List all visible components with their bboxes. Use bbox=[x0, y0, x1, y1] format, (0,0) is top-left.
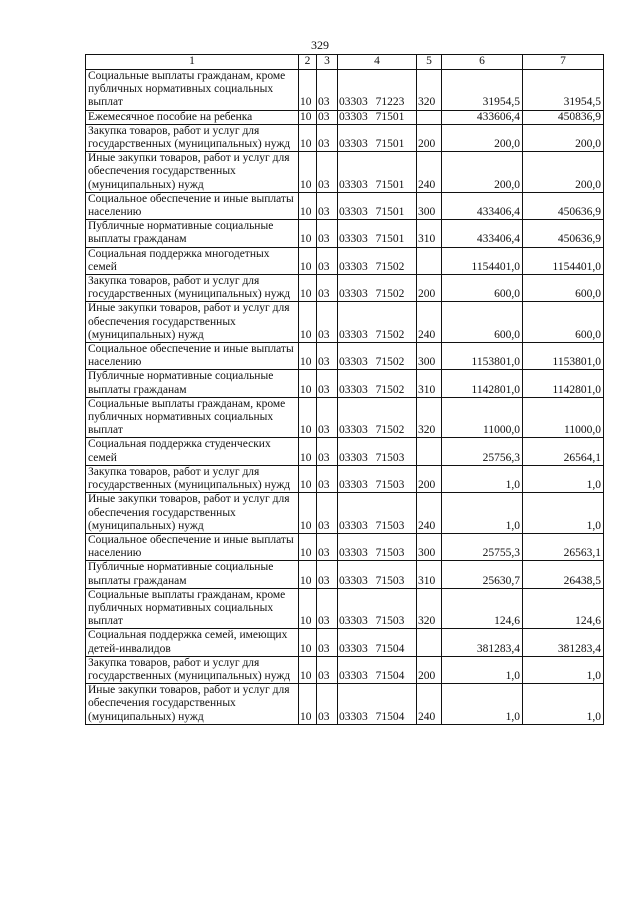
row-section: 10 bbox=[299, 493, 317, 534]
row-description: Социальная поддержка студенческих семей bbox=[86, 438, 299, 465]
row-subsection: 03 bbox=[317, 397, 338, 438]
row-section: 10 bbox=[299, 124, 317, 151]
row-description: Публичные нормативные социальные выплаты гражданам bbox=[86, 220, 299, 247]
row-amount-year1: 1,0 bbox=[442, 656, 523, 683]
column-header: 6 bbox=[442, 55, 523, 70]
row-target-article: 03303 71502 bbox=[338, 275, 417, 302]
row-subsection: 03 bbox=[317, 247, 338, 274]
table-row bbox=[86, 192, 604, 219]
row-amount-year1: 433406,4 bbox=[442, 192, 523, 219]
column-header: 2 bbox=[299, 55, 317, 70]
table-row bbox=[86, 110, 604, 124]
row-section: 10 bbox=[299, 220, 317, 247]
row-description: Иные закупки товаров, работ и услуг для обеспечения государственных (муниципальных) нужд bbox=[86, 493, 299, 534]
row-target-article: 03303 71502 bbox=[338, 343, 417, 370]
row-description: Социальное обеспечение и иные выплаты населению bbox=[86, 533, 299, 560]
row-subsection: 03 bbox=[317, 656, 338, 683]
row-amount-year1: 25630,7 bbox=[442, 561, 523, 588]
row-amount-year2: 450636,9 bbox=[523, 220, 604, 247]
row-subsection: 03 bbox=[317, 588, 338, 629]
row-section: 10 bbox=[299, 343, 317, 370]
row-amount-year1: 124,6 bbox=[442, 588, 523, 629]
row-amount-year1: 600,0 bbox=[442, 302, 523, 343]
row-subsection: 03 bbox=[317, 152, 338, 193]
row-amount-year2: 1142801,0 bbox=[523, 370, 604, 397]
row-target-article: 03303 71502 bbox=[338, 247, 417, 274]
row-amount-year2: 1,0 bbox=[523, 465, 604, 492]
row-amount-year2: 26438,5 bbox=[523, 561, 604, 588]
row-subsection: 03 bbox=[317, 343, 338, 370]
row-description: Иные закупки товаров, работ и услуг для обеспечения государственных (муниципальных) нужд bbox=[86, 302, 299, 343]
row-section: 10 bbox=[299, 561, 317, 588]
table-row bbox=[86, 370, 604, 397]
row-expense-type: 240 bbox=[417, 684, 442, 725]
row-amount-year2: 31954,5 bbox=[523, 70, 604, 111]
row-amount-year1: 1154401,0 bbox=[442, 247, 523, 274]
table-row bbox=[86, 438, 604, 465]
row-amount-year1: 1,0 bbox=[442, 465, 523, 492]
row-amount-year2: 1,0 bbox=[523, 684, 604, 725]
row-section: 10 bbox=[299, 656, 317, 683]
row-amount-year1: 25756,3 bbox=[442, 438, 523, 465]
row-amount-year1: 1153801,0 bbox=[442, 343, 523, 370]
row-description: Социальная поддержка семей, имеющих детей-инвалидов bbox=[86, 629, 299, 656]
row-subsection: 03 bbox=[317, 533, 338, 560]
row-expense-type bbox=[417, 629, 442, 656]
row-expense-type: 300 bbox=[417, 533, 442, 560]
row-amount-year1: 25755,3 bbox=[442, 533, 523, 560]
table-row bbox=[86, 533, 604, 560]
budget-table bbox=[85, 54, 604, 725]
row-amount-year2: 26564,1 bbox=[523, 438, 604, 465]
table-row bbox=[86, 343, 604, 370]
row-expense-type: 200 bbox=[417, 275, 442, 302]
row-expense-type: 310 bbox=[417, 561, 442, 588]
row-target-article: 03303 71501 bbox=[338, 152, 417, 193]
row-section: 10 bbox=[299, 247, 317, 274]
row-amount-year2: 124,6 bbox=[523, 588, 604, 629]
row-amount-year1: 200,0 bbox=[442, 124, 523, 151]
row-expense-type bbox=[417, 247, 442, 274]
row-target-article: 03303 71501 bbox=[338, 192, 417, 219]
table-row bbox=[86, 656, 604, 683]
row-expense-type: 200 bbox=[417, 124, 442, 151]
row-expense-type: 320 bbox=[417, 70, 442, 111]
row-amount-year2: 450836,9 bbox=[523, 110, 604, 124]
row-expense-type: 200 bbox=[417, 465, 442, 492]
row-section: 10 bbox=[299, 152, 317, 193]
row-expense-type bbox=[417, 438, 442, 465]
row-expense-type: 200 bbox=[417, 656, 442, 683]
row-target-article: 03303 71503 bbox=[338, 588, 417, 629]
column-header: 7 bbox=[523, 55, 604, 70]
row-subsection: 03 bbox=[317, 302, 338, 343]
row-amount-year1: 433606,4 bbox=[442, 110, 523, 124]
row-description: Закупка товаров, работ и услуг для государственных (муниципальных) нужд bbox=[86, 465, 299, 492]
table-row bbox=[86, 561, 604, 588]
row-subsection: 03 bbox=[317, 684, 338, 725]
row-description: Социальная поддержка многодетных семей bbox=[86, 247, 299, 274]
row-description: Закупка товаров, работ и услуг для государственных (муниципальных) нужд bbox=[86, 275, 299, 302]
row-target-article: 03303 71501 bbox=[338, 124, 417, 151]
table-row bbox=[86, 397, 604, 438]
row-amount-year2: 381283,4 bbox=[523, 629, 604, 656]
row-section: 10 bbox=[299, 629, 317, 656]
column-header: 1 bbox=[86, 55, 299, 70]
row-expense-type: 300 bbox=[417, 192, 442, 219]
row-subsection: 03 bbox=[317, 465, 338, 492]
row-target-article: 03303 71503 bbox=[338, 533, 417, 560]
row-description: Социальное обеспечение и иные выплаты населению bbox=[86, 343, 299, 370]
row-section: 10 bbox=[299, 684, 317, 725]
table-row bbox=[86, 275, 604, 302]
table-header-row bbox=[86, 55, 604, 70]
row-amount-year2: 450636,9 bbox=[523, 192, 604, 219]
row-expense-type: 240 bbox=[417, 152, 442, 193]
table-row bbox=[86, 220, 604, 247]
row-description: Закупка товаров, работ и услуг для государственных (муниципальных) нужд bbox=[86, 656, 299, 683]
row-description: Публичные нормативные социальные выплаты гражданам bbox=[86, 370, 299, 397]
row-amount-year1: 1,0 bbox=[442, 493, 523, 534]
row-amount-year2: 1,0 bbox=[523, 656, 604, 683]
row-amount-year1: 1,0 bbox=[442, 684, 523, 725]
row-amount-year2: 1153801,0 bbox=[523, 343, 604, 370]
row-subsection: 03 bbox=[317, 438, 338, 465]
table-row bbox=[86, 124, 604, 151]
table-row bbox=[86, 629, 604, 656]
row-amount-year2: 600,0 bbox=[523, 302, 604, 343]
row-subsection: 03 bbox=[317, 192, 338, 219]
row-amount-year2: 1,0 bbox=[523, 493, 604, 534]
row-subsection: 03 bbox=[317, 124, 338, 151]
table-row bbox=[86, 465, 604, 492]
row-target-article: 03303 71503 bbox=[338, 438, 417, 465]
row-amount-year1: 600,0 bbox=[442, 275, 523, 302]
row-section: 10 bbox=[299, 588, 317, 629]
row-description: Ежемесячное пособие на ребенка bbox=[86, 110, 299, 124]
row-description: Иные закупки товаров, работ и услуг для обеспечения государственных (муниципальных) нужд bbox=[86, 152, 299, 193]
row-amount-year1: 11000,0 bbox=[442, 397, 523, 438]
column-header: 3 bbox=[317, 55, 338, 70]
row-target-article: 03303 71504 bbox=[338, 684, 417, 725]
row-subsection: 03 bbox=[317, 561, 338, 588]
row-section: 10 bbox=[299, 533, 317, 560]
column-header: 4 bbox=[338, 55, 417, 70]
row-target-article: 03303 71502 bbox=[338, 397, 417, 438]
column-header: 5 bbox=[417, 55, 442, 70]
row-expense-type: 240 bbox=[417, 493, 442, 534]
row-expense-type: 310 bbox=[417, 370, 442, 397]
row-description: Социальное обеспечение и иные выплаты населению bbox=[86, 192, 299, 219]
page-number: 329 bbox=[311, 38, 329, 52]
row-subsection: 03 bbox=[317, 493, 338, 534]
table-row bbox=[86, 684, 604, 725]
row-expense-type: 320 bbox=[417, 588, 442, 629]
row-expense-type: 320 bbox=[417, 397, 442, 438]
row-subsection: 03 bbox=[317, 70, 338, 111]
row-expense-type: 310 bbox=[417, 220, 442, 247]
row-amount-year1: 200,0 bbox=[442, 152, 523, 193]
table-row bbox=[86, 302, 604, 343]
row-description: Закупка товаров, работ и услуг для государственных (муниципальных) нужд bbox=[86, 124, 299, 151]
row-expense-type bbox=[417, 110, 442, 124]
table-row bbox=[86, 152, 604, 193]
row-section: 10 bbox=[299, 370, 317, 397]
row-description: Публичные нормативные социальные выплаты гражданам bbox=[86, 561, 299, 588]
row-amount-year1: 381283,4 bbox=[442, 629, 523, 656]
row-section: 10 bbox=[299, 192, 317, 219]
row-amount-year2: 200,0 bbox=[523, 124, 604, 151]
row-section: 10 bbox=[299, 275, 317, 302]
row-subsection: 03 bbox=[317, 110, 338, 124]
row-amount-year1: 31954,5 bbox=[442, 70, 523, 111]
row-section: 10 bbox=[299, 465, 317, 492]
row-target-article: 03303 71503 bbox=[338, 561, 417, 588]
row-amount-year2: 1154401,0 bbox=[523, 247, 604, 274]
row-subsection: 03 bbox=[317, 220, 338, 247]
row-subsection: 03 bbox=[317, 629, 338, 656]
row-target-article: 03303 71501 bbox=[338, 220, 417, 247]
row-target-article: 03303 71504 bbox=[338, 656, 417, 683]
row-section: 10 bbox=[299, 302, 317, 343]
row-section: 10 bbox=[299, 397, 317, 438]
row-subsection: 03 bbox=[317, 370, 338, 397]
row-target-article: 03303 71503 bbox=[338, 465, 417, 492]
row-description: Социальные выплаты гражданам, кроме публичных нормативных социальных выплат bbox=[86, 588, 299, 629]
row-section: 10 bbox=[299, 70, 317, 111]
row-subsection: 03 bbox=[317, 275, 338, 302]
row-expense-type: 300 bbox=[417, 343, 442, 370]
row-description: Социальные выплаты гражданам, кроме публичных нормативных социальных выплат bbox=[86, 397, 299, 438]
row-target-article: 03303 71502 bbox=[338, 302, 417, 343]
row-amount-year2: 26563,1 bbox=[523, 533, 604, 560]
table-row bbox=[86, 70, 604, 111]
row-target-article: 03303 71503 bbox=[338, 493, 417, 534]
row-section: 10 bbox=[299, 438, 317, 465]
row-section: 10 bbox=[299, 110, 317, 124]
row-target-article: 03303 71501 bbox=[338, 110, 417, 124]
row-target-article: 03303 71502 bbox=[338, 370, 417, 397]
row-amount-year2: 200,0 bbox=[523, 152, 604, 193]
row-amount-year1: 1142801,0 bbox=[442, 370, 523, 397]
table-row bbox=[86, 247, 604, 274]
row-description: Иные закупки товаров, работ и услуг для обеспечения государственных (муниципальных) нужд bbox=[86, 684, 299, 725]
row-target-article: 03303 71504 bbox=[338, 629, 417, 656]
table-row bbox=[86, 493, 604, 534]
row-amount-year1: 433406,4 bbox=[442, 220, 523, 247]
table-row bbox=[86, 588, 604, 629]
row-amount-year2: 11000,0 bbox=[523, 397, 604, 438]
row-target-article: 03303 71223 bbox=[338, 70, 417, 111]
row-expense-type: 240 bbox=[417, 302, 442, 343]
row-description: Социальные выплаты гражданам, кроме публичных нормативных социальных выплат bbox=[86, 70, 299, 111]
row-amount-year2: 600,0 bbox=[523, 275, 604, 302]
